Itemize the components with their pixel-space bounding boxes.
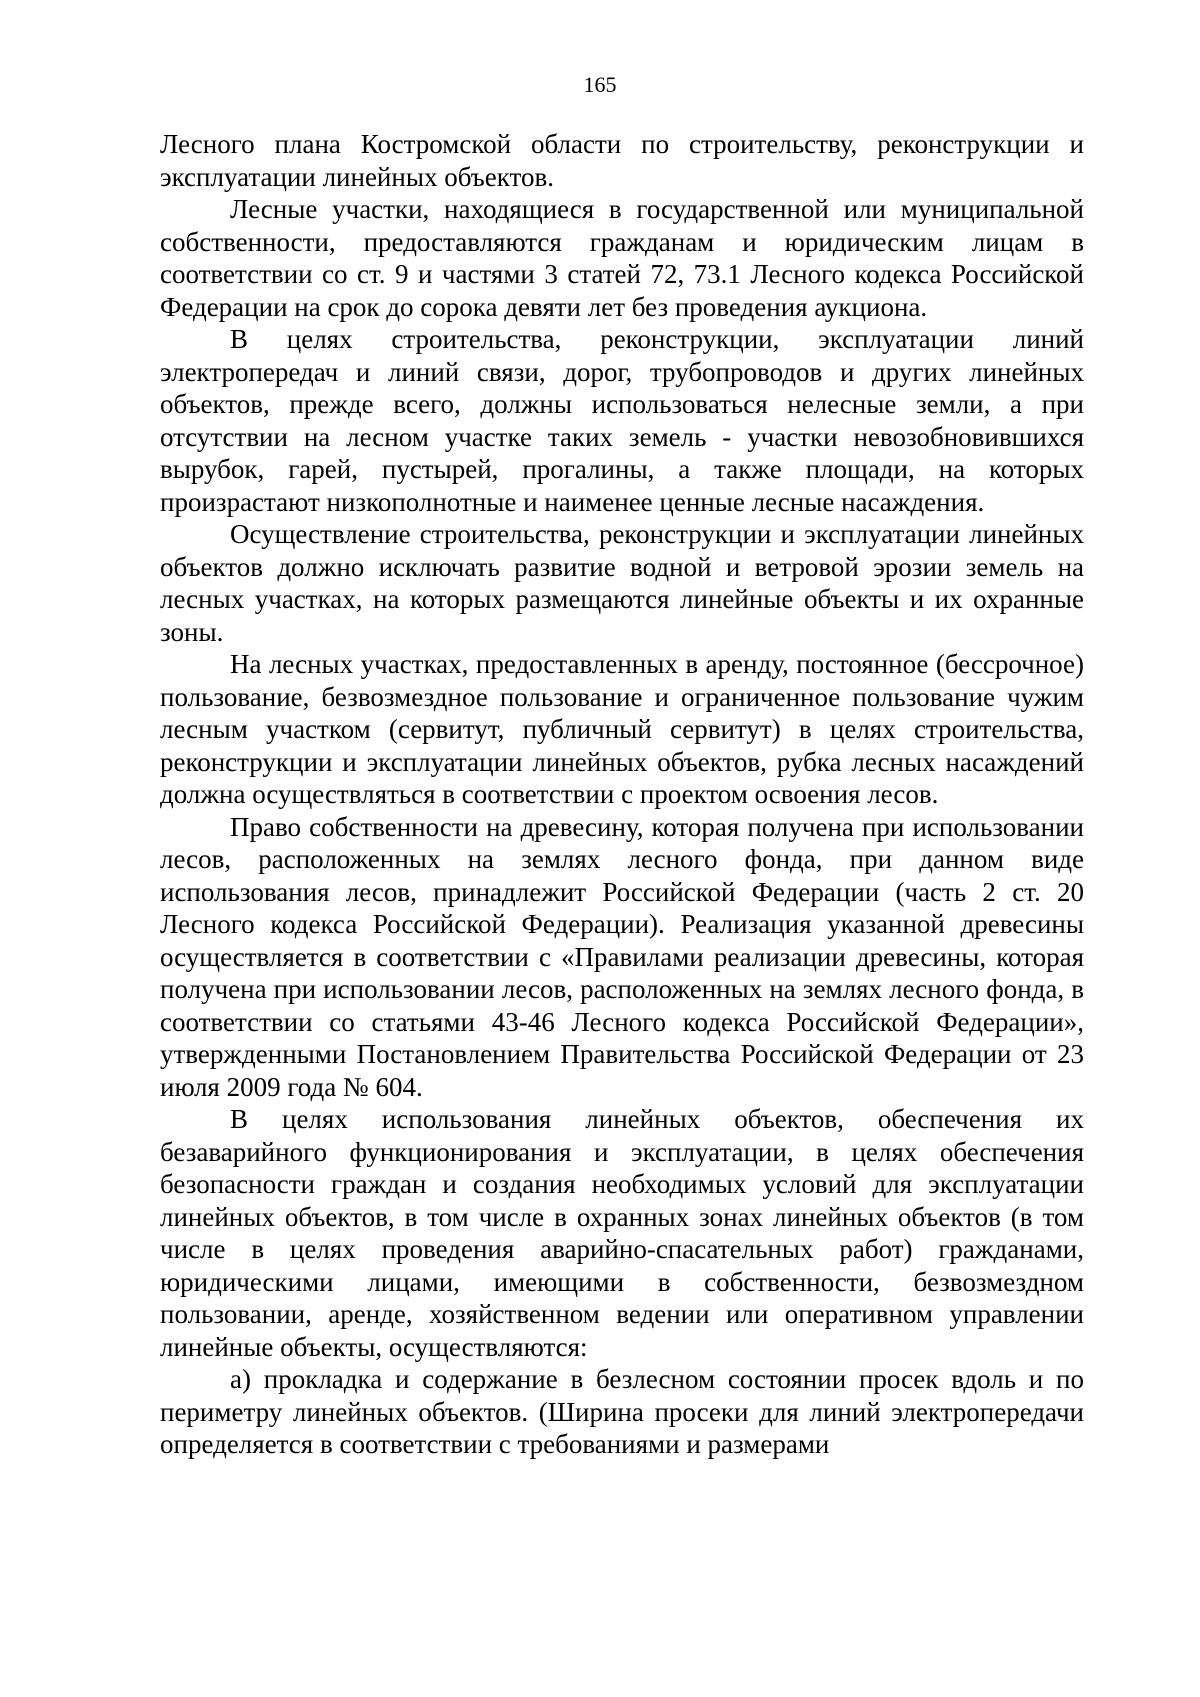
- paragraph-felling-rules: На лесных участках, предоставленных в аренду, постоянное (бессрочное) пользование, безвозмездное пользование и ограниченное пользование чужим лесным участком (сервитут, публичный сервитут) в целях строительства, реконструкции и эксплуатации линейных объектов, рубка лесных насаждений должна осуществляться в соответствии с проектом освоения лесов.: [160, 649, 1084, 809]
- paragraph-clearing-maintenance: а) прокладка и содержание в безлесном состоянии просек вдоль и по периметру линейных объектов. (Ширина просеки для линий электропередачи определяется в соответствии с требованиями и размерами: [160, 1364, 1084, 1459]
- paragraph-continuation: Лесного плана Костромской области по строительству, реконструкции и эксплуатации линейных объектов.: [160, 129, 1084, 192]
- paragraph-forest-plots-provision: Лесные участки, находящиеся в государственной или муниципальной собственности, предоставляются гражданам и юридическим лицам в соответствии со ст. 9 и частями 3 статей 72, 73.1 Лесного кодекса Российской Федерации на срок до сорока девяти лет без проведения аукциона.: [160, 194, 1084, 322]
- paragraph-erosion-prevention: Осуществление строительства, реконструкции и эксплуатации линейных объектов должно исключать развитие водной и ветровой эрозии земель на лесных участках, на которых размещаются линейные объекты и их охранные зоны.: [160, 519, 1084, 647]
- paragraph-timber-ownership: Право собственности на древесину, которая получена при использовании лесов, расположенных на землях лесного фонда, при данном виде использования лесов, принадлежит Российской Федерации (часть 2 ст. 20 Лесного кодекса Российской Федерации). Реализация указанной древесины осуществляется в соответствии с «Правилами реализации древесины, которая получена при использовании лесов, расположенных на землях лесного фонда, в соответствии со статьями 43-46 Лесного кодекса Российской Федерации», утвержденными Постановлением Правительства Российской Федерации от 23 июля 2009 года № 604.: [160, 811, 1084, 1102]
- page-number: 165: [583, 72, 617, 97]
- paragraph-nonforest-land-use: В целях строительства, реконструкции, эксплуатации линий электропередач и линий связи, дорог, трубопроводов и других линейных объектов, прежде всего, должны использоваться нелесные земли, а при отсутствии на лесном участке таких земель - участки невозобновившихся вырубок, гарей, пустырей, прогалины, а также площади, на которых произрастают низкополнотные и наименее ценные лесные насаждения.: [160, 324, 1084, 517]
- paragraph-linear-objects-operation: В целях использования линейных объектов, обеспечения их безаварийного функционирования и эксплуатации, в целях обеспечения безопасности граждан и создания необходимых условий для эксплуатации линейных объектов, в том числе в охранных зонах линейных объектов (в том числе в целях проведения аварийно-спасательных работ) гражданами, юридическими лицами, имеющими в собственности, безвозмездном пользовании, аренде, хозяйственном ведении или оперативном управлении линейные объекты, осуществляются:: [160, 1104, 1084, 1362]
- body-text: [160, 128, 1084, 1461]
